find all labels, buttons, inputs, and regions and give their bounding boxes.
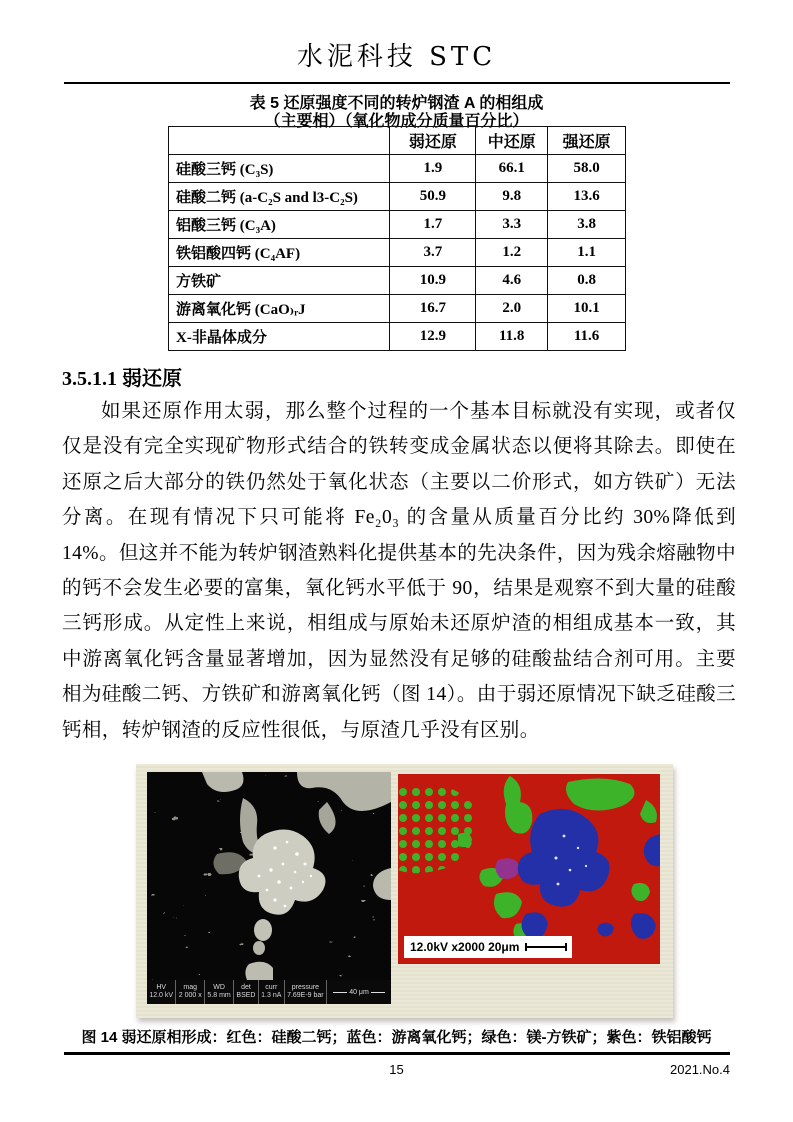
table-title-line2: （主要相）（氧化物成分质量百分比） xyxy=(264,113,529,130)
row-label: X-非晶体成分 xyxy=(169,323,390,351)
phase-map-image xyxy=(398,774,660,964)
row-label: 硅酸三钙 (C₃S) xyxy=(169,155,390,183)
table-row xyxy=(169,211,626,239)
figure-panel xyxy=(136,764,673,1018)
sem-info-header: WD xyxy=(213,984,225,991)
cell-value: 1.2 xyxy=(476,239,548,267)
header-rule xyxy=(64,82,730,84)
cell-value: 3.3 xyxy=(476,211,548,239)
sem-info-value: BSED xyxy=(236,992,256,999)
cell-value: 50.9 xyxy=(390,183,476,211)
table-row xyxy=(169,155,626,183)
cell-value: 2.0 xyxy=(476,295,548,323)
table-row xyxy=(169,323,626,351)
cell-value: 3.8 xyxy=(548,211,626,239)
issue-label: 2021.No.4 xyxy=(670,1062,730,1077)
phase-scale-line xyxy=(525,946,567,948)
footer-rule xyxy=(64,1052,730,1055)
sem-micrograph-art xyxy=(147,772,391,980)
page-number: 15 xyxy=(389,1062,404,1077)
cell-value: 11.6 xyxy=(548,323,626,351)
cell-value: 11.8 xyxy=(476,323,548,351)
column-header-strong: 强还原 xyxy=(548,127,626,155)
cell-value: 3.7 xyxy=(390,239,476,267)
sem-micrograph-image xyxy=(147,772,391,1004)
sem-info-bar xyxy=(147,980,391,1004)
table-row xyxy=(169,239,626,267)
sem-info-value: 5.8 mm xyxy=(207,992,231,999)
sem-info-value: 2 000 x xyxy=(178,992,202,999)
sem-info-header: HV xyxy=(156,984,167,991)
cell-value: 58.0 xyxy=(548,155,626,183)
cell-value: 1.7 xyxy=(390,211,476,239)
sem-scale-bar xyxy=(327,980,391,1004)
sem-info-value: 12.0 kV xyxy=(149,992,174,999)
column-header-weak: 弱还原 xyxy=(390,127,476,155)
sem-info-header: curr xyxy=(265,984,278,991)
phase-map-label-text: 12.0kV x2000 20μm xyxy=(410,940,520,954)
sem-info-col xyxy=(285,980,327,1004)
phase-map-scale-label xyxy=(404,936,572,958)
sem-info-col xyxy=(205,980,234,1004)
sem-scale-label: 40 μm xyxy=(349,988,369,996)
sem-info-col xyxy=(259,980,285,1004)
cell-value: 9.8 xyxy=(476,183,548,211)
cell-value: 1.9 xyxy=(390,155,476,183)
sem-info-header: mag xyxy=(183,984,198,991)
cell-value: 13.6 xyxy=(548,183,626,211)
sem-info-col xyxy=(176,980,205,1004)
sem-info-value: 7.69E-9 bar xyxy=(287,992,324,999)
cell-value: 0.8 xyxy=(548,267,626,295)
scale-line xyxy=(371,992,385,993)
journal-title: 水泥科技 STC xyxy=(296,42,497,72)
figure-caption: 图 14 弱还原相形成：红色：硅酸二钙；蓝色：游离氧化钙；绿色：镁-方铁矿；紫色：铁铝酸钙 xyxy=(81,1029,712,1046)
body-paragraph: 如果还原作用太弱，那么整个过程的一个基本目标就没有实现，或者仅仅是没有完全实现矿物形式结合的铁转变成金属状态以便将其除去。即使在还原之后大部分的铁仍然处于氧化状态（主要以二价形式，如方铁矿）无法分离。在现有情况下只可能将 Fe₂0₃ 的含量从质量百分比约 30%降低到 14%。但这并不能为转炉钢渣熟料化提供基本的先决条件，因为残余熔融物中的钙不会发生必要的富集，氧化钙水平低于 90，结果是观察不到大量的硅酸三钙形成。从定性上来说，相组成与原始未还原炉渣的相组成基本一致，其中游离氧化钙含量显著增加，因为显然没有足够的硅酸盐结合剂可用。主要相为硅酸二钙、方铁矿和游离氧化钙（图 14）。由于弱还原情况下缺乏硅酸三钙相，转炉钢渣的反应性很低，与原渣几乎没有区别。 xyxy=(62,401,736,741)
sem-info-header: det xyxy=(241,984,251,991)
cell-value: 66.1 xyxy=(476,155,548,183)
row-label: 游离氧化钙 (CaO₎ᵣJ xyxy=(169,295,390,323)
cell-value: 10.1 xyxy=(548,295,626,323)
cell-value: 1.1 xyxy=(548,239,626,267)
table-row xyxy=(169,183,626,211)
scale-line xyxy=(333,992,347,993)
sem-info-header: pressure xyxy=(291,984,319,991)
cell-value: 4.6 xyxy=(476,267,548,295)
row-label: 铝酸三钙 (C₃A) xyxy=(169,211,390,239)
phase-composition-table xyxy=(168,126,626,351)
row-label: 硅酸二钙 (a-C₂S and l3-C₂S) xyxy=(169,183,390,211)
sem-info-col xyxy=(147,980,176,1004)
sem-info-col xyxy=(234,980,259,1004)
cell-value: 12.9 xyxy=(390,323,476,351)
column-header-empty xyxy=(169,127,390,155)
table-row xyxy=(169,295,626,323)
table-header-row xyxy=(169,127,626,155)
cell-value: 10.9 xyxy=(390,267,476,295)
row-label: 铁铝酸四钙 (C₄AF) xyxy=(169,239,390,267)
table-row xyxy=(169,267,626,295)
row-label: 方铁矿 xyxy=(169,267,390,295)
section-heading: 3.5.1.1 弱还原 xyxy=(62,368,182,390)
sem-info-value: 1.3 nA xyxy=(261,992,282,999)
cell-value: 16.7 xyxy=(390,295,476,323)
column-header-medium: 中还原 xyxy=(476,127,548,155)
table-title-line1: 表 5 还原强度不同的转炉钢渣 A 的相组成 xyxy=(249,95,544,112)
